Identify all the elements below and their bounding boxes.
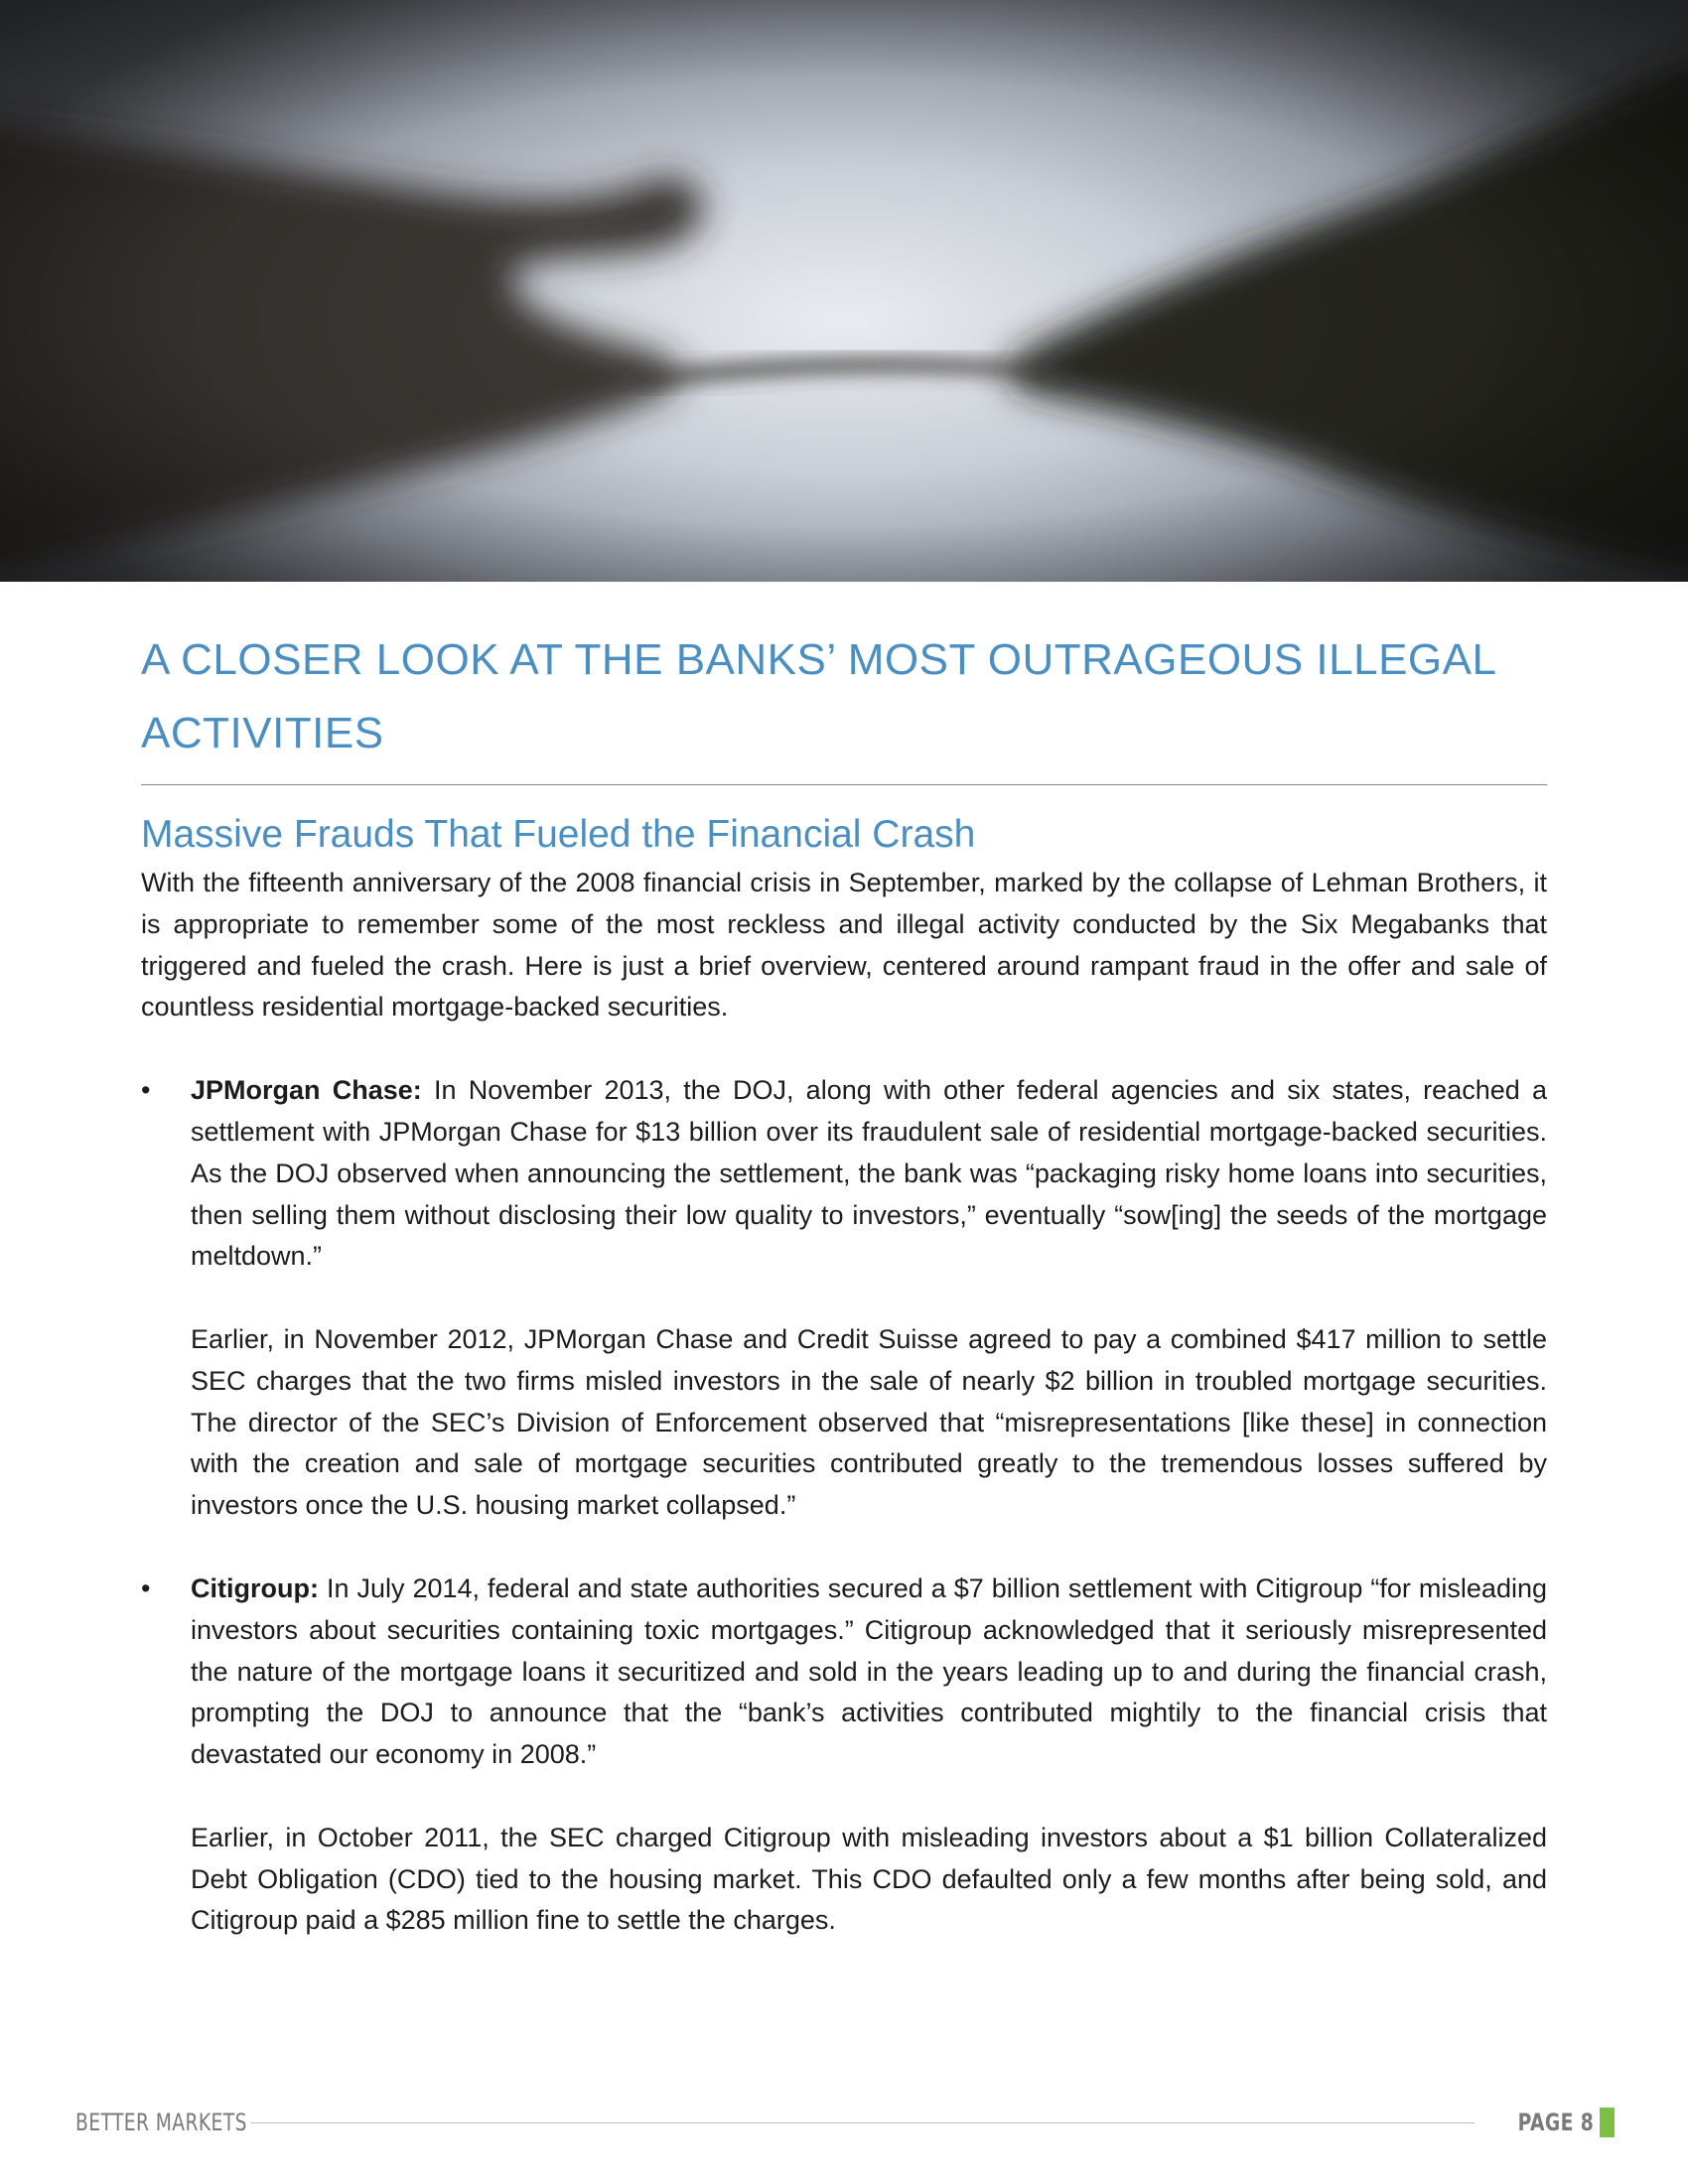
footer-divider <box>250 2122 1475 2123</box>
bullet-icon: • <box>141 1075 151 1106</box>
bullet-icon: • <box>141 1572 151 1603</box>
list-item <box>141 1070 1547 1527</box>
bank-list <box>141 1070 1547 1942</box>
footer-accent-mark <box>1600 2108 1615 2137</box>
bullet-text: In November 2013, the DOJ, along with other federal agencies and six states, reached a settlement with JPMorgan Chase for $13 billion over its fraudulent sale of residential mortgage-backed securities. As the DOJ observed when announcing the settlement, the bank was “packaging risky home loans into securities, then selling them without disclosing their low quality to investors,” eventually “sow[ing] the seeds of the mortgage meltdown.” <box>191 1075 1547 1272</box>
page-number: PAGE 8 <box>1517 2109 1594 2136</box>
hero-image <box>0 0 1688 582</box>
title-divider <box>141 784 1547 785</box>
intro-paragraph: With the fifteenth anniversary of the 2008 financial crisis in September, marked by the collapse of Lehman Brothers, it is appropriate to remember some of the most reckless and illegal activity conducted by the Six Megabanks that triggered and fueled the crash. Here is just a brief overview, centered around rampant fraud in the offer and sale of countless residential mortgage-backed securities. <box>141 868 1547 1023</box>
page-title: A CLOSER LOOK AT THE BANKS’ MOST OUTRAGEOUS ILLEGAL ACTIVITIES <box>141 635 1495 757</box>
bullet-paragraph <box>191 1070 1547 1278</box>
article-body <box>141 623 1547 1942</box>
footer-brand: BETTER MARKETS <box>75 2109 247 2136</box>
followup-paragraph: Earlier, in November 2012, JPMorgan Chase and Credit Suisse agreed to pay a combined $417 million to settle SEC charges that the two firms misled investors in the sale of nearly $2 billion in troubled mortgage securities. The director of the SEC’s Division of Enforcement observed that “misrepresentations [like these] in connection with the creation and sale of mortgage securities contributed greatly to the tremendous losses suffered by investors once the U.S. housing market collapsed.” <box>191 1323 1547 1521</box>
bullet-paragraph <box>191 1569 1547 1776</box>
section-title: Massive Frauds That Fueled the Financial Crash <box>141 813 976 856</box>
page-footer <box>75 2103 1615 2142</box>
list-item <box>141 1569 1547 1942</box>
hands-exchange-icon <box>0 0 1688 582</box>
bank-name: JPMorgan Chase: <box>191 1075 422 1106</box>
followup-paragraph: Earlier, in October 2011, the SEC charged Citigroup with misleading investors about a $1 billion Collateralized Debt Obligation (CDO) tied to the housing market. This CDO defaulted only a few months after being sold, and Citigroup paid a $285 million fine to settle the charges. <box>191 1822 1547 1936</box>
bank-name: Citigroup: <box>191 1572 319 1603</box>
bullet-text: In July 2014, federal and state authorities secured a $7 billion settlement with Citigroup “for misleading investors about securities containing toxic mortgages.” Citigroup acknowledged that it seriously misrepresented the nature of the mortgage loans it securitized and sold in the years leading up to and during the financial crash, prompting the DOJ to announce that the “bank’s activities contributed mightily to the financial crisis that devastated our economy in 2008.” <box>191 1572 1547 1770</box>
